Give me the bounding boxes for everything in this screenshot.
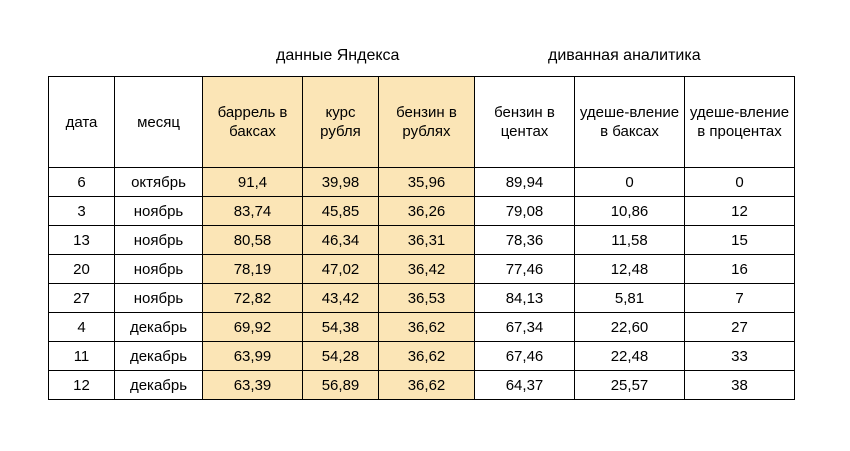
table-cell: 91,4 xyxy=(203,168,303,197)
table-cell: ноябрь xyxy=(115,197,203,226)
table-cell: 15 xyxy=(685,226,795,255)
table-cell: 36,42 xyxy=(379,255,475,284)
table-cell: 16 xyxy=(685,255,795,284)
table-cell: 56,89 xyxy=(303,371,379,400)
table-cell: 25,57 xyxy=(575,371,685,400)
table-header-row xyxy=(49,77,795,168)
table-cell: ноябрь xyxy=(115,284,203,313)
table-cell: 5,81 xyxy=(575,284,685,313)
table-cell: 6 xyxy=(49,168,115,197)
table-row xyxy=(49,313,795,342)
table-cell: 13 xyxy=(49,226,115,255)
table-cell: 38 xyxy=(685,371,795,400)
table-cell: декабрь xyxy=(115,313,203,342)
table-cell: 0 xyxy=(575,168,685,197)
table-cell: 72,82 xyxy=(203,284,303,313)
table-cell: 36,62 xyxy=(379,313,475,342)
table-cell: 36,53 xyxy=(379,284,475,313)
table-cell: 39,98 xyxy=(303,168,379,197)
table-body xyxy=(49,168,795,400)
table-row xyxy=(49,284,795,313)
table-header xyxy=(49,77,795,168)
table-cell: 63,39 xyxy=(203,371,303,400)
table-cell: 78,36 xyxy=(475,226,575,255)
table-cell: 67,46 xyxy=(475,342,575,371)
table-cell: 78,19 xyxy=(203,255,303,284)
table-cell: 7 xyxy=(685,284,795,313)
group-captions xyxy=(48,46,804,72)
table-row xyxy=(49,255,795,284)
header-month: месяц xyxy=(115,77,203,168)
table-cell: 83,74 xyxy=(203,197,303,226)
table-cell: 11,58 xyxy=(575,226,685,255)
table-row xyxy=(49,371,795,400)
table-cell: 27 xyxy=(685,313,795,342)
table-cell: 4 xyxy=(49,313,115,342)
table-cell: 43,42 xyxy=(303,284,379,313)
table-cell: октябрь xyxy=(115,168,203,197)
table-cell: 12 xyxy=(685,197,795,226)
table-cell: 47,02 xyxy=(303,255,379,284)
header-ruble-rate: курс рубля xyxy=(303,77,379,168)
header-discount-usd: удеше-вление в баксах xyxy=(575,77,685,168)
header-date: дата xyxy=(49,77,115,168)
header-petrol-rub: бензин в рублях xyxy=(379,77,475,168)
table-cell: 12 xyxy=(49,371,115,400)
header-discount-percent: удеше-вление в процентах xyxy=(685,77,795,168)
table-cell: 36,26 xyxy=(379,197,475,226)
table-cell: 45,85 xyxy=(303,197,379,226)
table-cell: 54,28 xyxy=(303,342,379,371)
table-cell: 80,58 xyxy=(203,226,303,255)
table-cell: 84,13 xyxy=(475,284,575,313)
table-cell: декабрь xyxy=(115,342,203,371)
caption-yandex-data: данные Яндекса xyxy=(276,47,400,64)
table-cell: 20 xyxy=(49,255,115,284)
table-row xyxy=(49,342,795,371)
table-cell: декабрь xyxy=(115,371,203,400)
table-cell: 79,08 xyxy=(475,197,575,226)
table-cell: 35,96 xyxy=(379,168,475,197)
table-cell: 27 xyxy=(49,284,115,313)
table-cell: 54,38 xyxy=(303,313,379,342)
table-cell: 11 xyxy=(49,342,115,371)
table-row xyxy=(49,168,795,197)
caption-sofa-analytics: диванная аналитика xyxy=(548,47,701,64)
table-cell: 36,31 xyxy=(379,226,475,255)
table-cell: ноябрь xyxy=(115,226,203,255)
table-row xyxy=(49,197,795,226)
table-cell: 36,62 xyxy=(379,342,475,371)
table-cell: 36,62 xyxy=(379,371,475,400)
table-cell: 69,92 xyxy=(203,313,303,342)
table-row xyxy=(49,226,795,255)
table-cell: 46,34 xyxy=(303,226,379,255)
table-cell: 22,60 xyxy=(575,313,685,342)
table-cell: 64,37 xyxy=(475,371,575,400)
table-cell: 77,46 xyxy=(475,255,575,284)
table-cell: 33 xyxy=(685,342,795,371)
table-cell: 3 xyxy=(49,197,115,226)
table-cell: 0 xyxy=(685,168,795,197)
fuel-price-table xyxy=(48,76,795,400)
table-cell: 12,48 xyxy=(575,255,685,284)
table-cell: 63,99 xyxy=(203,342,303,371)
table-cell: 67,34 xyxy=(475,313,575,342)
table-cell: 89,94 xyxy=(475,168,575,197)
header-petrol-cents: бензин в центах xyxy=(475,77,575,168)
table-cell: ноябрь xyxy=(115,255,203,284)
table-cell: 10,86 xyxy=(575,197,685,226)
table-cell: 22,48 xyxy=(575,342,685,371)
header-barrel-usd: баррель в баксах xyxy=(203,77,303,168)
